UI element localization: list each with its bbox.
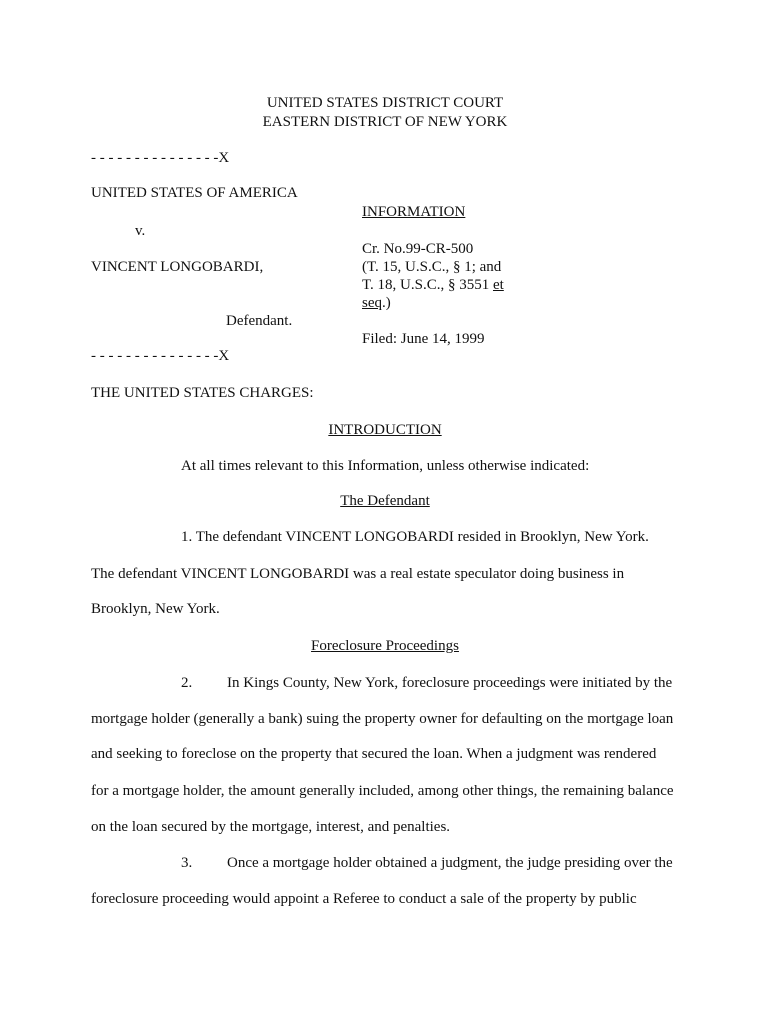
charges-heading: THE UNITED STATES CHARGES:	[91, 385, 314, 401]
district-name: EASTERN DISTRICT OF NEW YORK	[262, 114, 508, 130]
paragraph-1-line-2: The defendant VINCENT LONGOBARDI was a real estate speculator doing business in	[91, 566, 625, 582]
paragraph-1-line-3: Brooklyn, New York.	[91, 601, 220, 617]
paragraph-2-line-5: on the loan secured by the mortgage, interest, and penalties.	[91, 819, 451, 835]
paragraph-3-line-2: foreclosure proceeding would appoint a Referee to conduct a sale of the property by public	[91, 891, 637, 907]
document-type: INFORMATION	[362, 204, 466, 220]
defendant-heading: The Defendant	[340, 493, 430, 509]
paragraph-2-line-2: mortgage holder (generally a bank) suing the property owner for defaulting on the mortgage loan	[91, 711, 674, 727]
statute-line-1: (T. 15, U.S.C., § 1; and	[362, 259, 502, 275]
case-number: Cr. No.99-CR-500	[362, 241, 474, 257]
statute-line-2	[362, 276, 504, 294]
statute-line-3-text: .)	[382, 295, 391, 311]
paragraph-2-number: 2.	[181, 675, 193, 691]
paragraph-1-line-1: 1. The defendant VINCENT LONGOBARDI resided in Brooklyn, New York.	[181, 529, 649, 545]
plaintiff-name: UNITED STATES OF AMERICA	[91, 185, 298, 201]
paragraph-2-line-4: for a mortgage holder, the amount generally included, among other things, the remaining balance	[91, 783, 674, 799]
filed-date: Filed: June 14, 1999	[362, 331, 485, 347]
caption-rule-bottom: - - - - - - - - - - - - - - -X	[91, 348, 230, 364]
statute-line-3	[362, 294, 391, 312]
defendant-label: Defendant.	[226, 313, 293, 329]
foreclosure-heading: Foreclosure Proceedings	[311, 638, 459, 654]
versus: v.	[135, 223, 146, 239]
statute-seq: seq	[362, 295, 382, 311]
paragraph-2-line-3: and seeking to foreclose on the property that secured the loan. When a judgment was rendered	[91, 746, 657, 762]
paragraph-3-number: 3.	[181, 855, 193, 871]
defendant-name: VINCENT LONGOBARDI,	[91, 259, 264, 275]
statute-et: et	[492, 277, 504, 293]
caption-rule-top: - - - - - - - - - - - - - - -X	[91, 150, 230, 166]
statute-line-2-text: T. 18, U.S.C., § 3551	[362, 277, 493, 293]
court-name: UNITED STATES DISTRICT COURT	[266, 95, 504, 111]
paragraph-2-line-1: In Kings County, New York, foreclosure proceedings were initiated by the	[227, 675, 673, 691]
introduction-heading: INTRODUCTION	[328, 422, 442, 438]
paragraph-3-line-1: Once a mortgage holder obtained a judgment, the judge presiding over the	[227, 855, 673, 871]
intro-text: At all times relevant to this Information, unless otherwise indicated:	[181, 458, 590, 474]
